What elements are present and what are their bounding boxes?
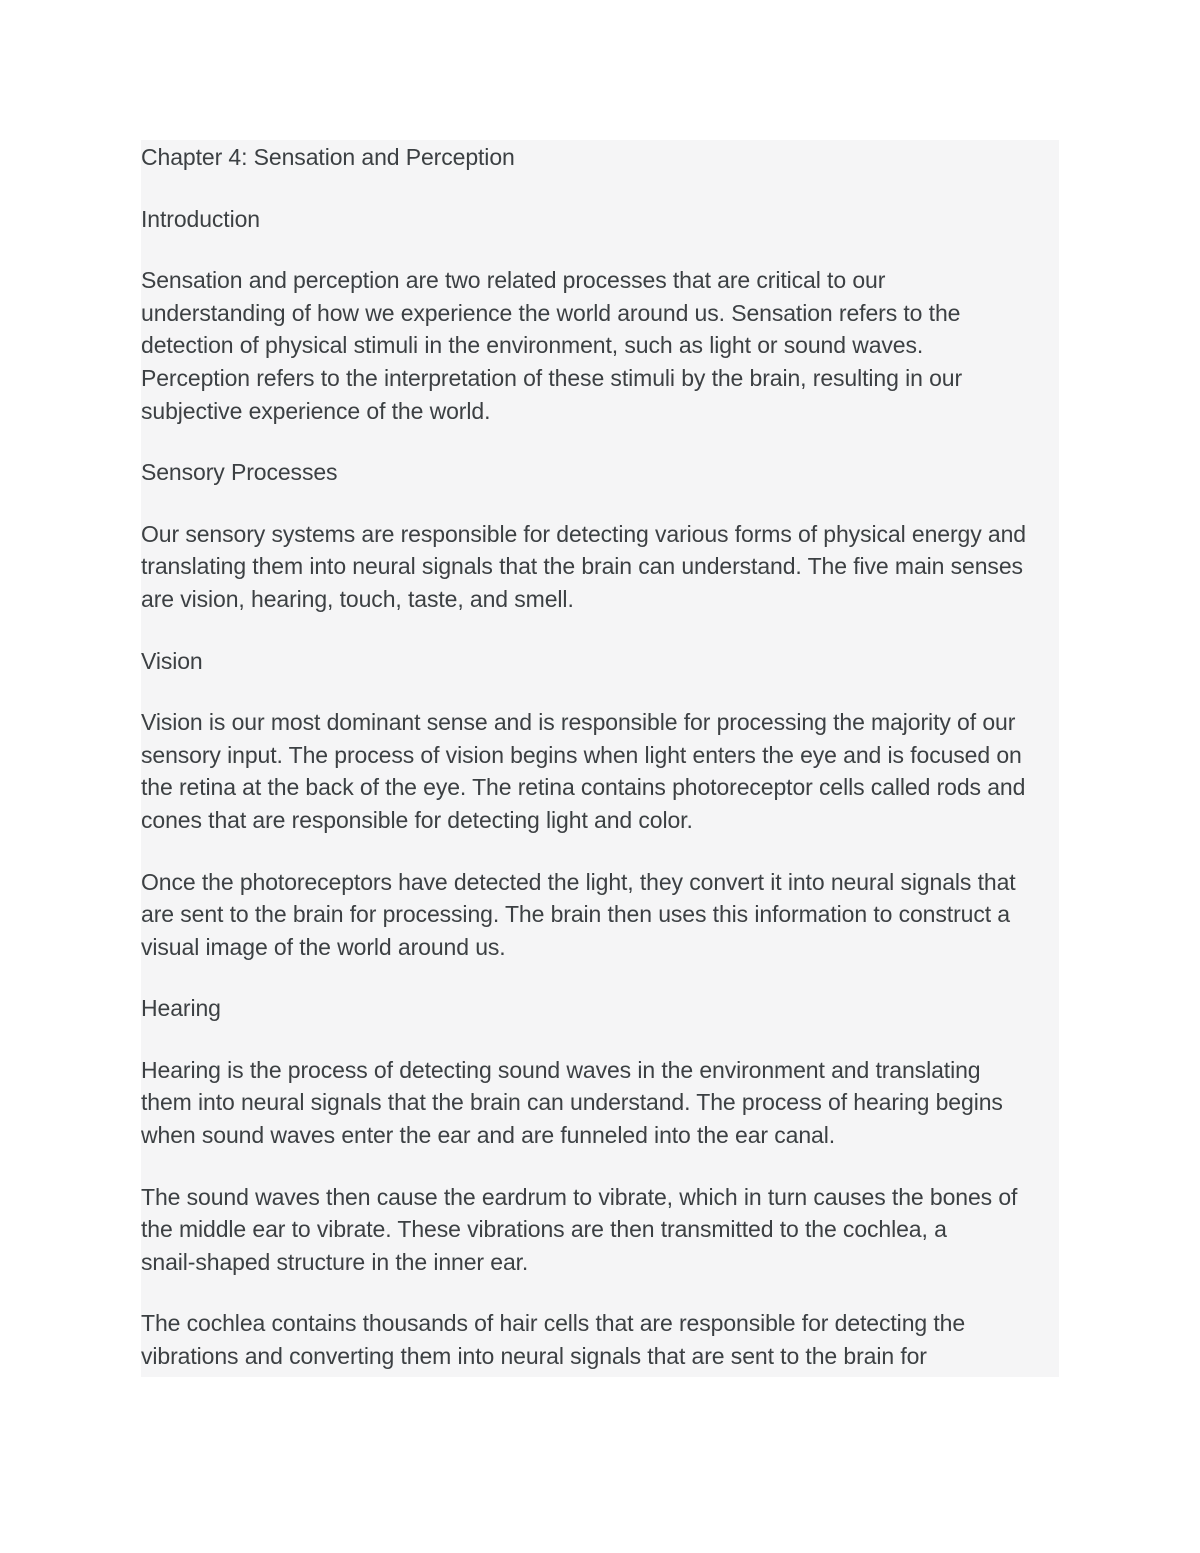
document-title: Chapter 4: Sensation and Perception — [141, 144, 515, 170]
paragraph-hearing-1 — [141, 1054, 1059, 1152]
text-line: the retina at the back of the eye. The retina contains photoreceptor cells called rods and — [141, 774, 1026, 801]
paragraph-vision-2 — [141, 866, 1059, 964]
text-line: Our sensory systems are responsible for detecting various forms of physical energy and — [141, 520, 1026, 547]
section-heading-hearing: Hearing — [141, 995, 221, 1022]
text-line: snail-shaped structure in the inner ear. — [141, 1248, 529, 1275]
text-line: The sound waves then cause the eardrum to vibrate, which in turn causes the bones of — [141, 1183, 1018, 1210]
text-line: Hearing is the process of detecting sound waves in the environment and translating — [141, 1056, 981, 1083]
text-line: them into neural signals that the brain can understand. The process of hearing begins — [141, 1089, 1003, 1116]
text-line: the middle ear to vibrate. These vibrations are then transmitted to the cochlea, a — [141, 1216, 947, 1243]
document-content — [141, 140, 1059, 1377]
text-line: cones that are responsible for detecting light and color. — [141, 806, 693, 833]
text-line: Vision is our most dominant sense and is responsible for processing the majority of our — [141, 709, 1016, 736]
text-line: Sensation and perception are two related processes that are critical to our — [141, 267, 886, 294]
text-line: when sound waves enter the ear and are funneled into the ear canal. — [141, 1122, 836, 1149]
paragraph-vision-1 — [141, 706, 1059, 836]
section-heading-vision: Vision — [141, 647, 203, 674]
text-line: understanding of how we experience the world around us. Sensation refers to the — [141, 299, 961, 326]
text-line: Perception refers to the interpretation of these stimuli by the brain, resulting in our — [141, 364, 963, 391]
text-line: subjective experience of the world. — [141, 397, 491, 424]
section-heading-sensory-processes: Sensory Processes — [141, 459, 338, 486]
paragraph-introduction — [141, 264, 1059, 427]
text-line: vibrations and converting them into neural signals that are sent to the brain for — [141, 1343, 927, 1370]
text-line: Once the photoreceptors have detected the light, they convert it into neural signals that — [141, 868, 1016, 895]
text-line: sensory input. The process of vision begins when light enters the eye and is focused on — [141, 741, 1022, 768]
section-heading-introduction: Introduction — [141, 205, 260, 232]
text-line: visual image of the world around us. — [141, 933, 506, 960]
paragraph-sensory-processes — [141, 518, 1059, 616]
text-line: are vision, hearing, touch, taste, and smell. — [141, 585, 574, 612]
text-line: The cochlea contains thousands of hair cells that are responsible for detecting the — [141, 1310, 966, 1337]
text-line: detection of physical stimuli in the environment, such as light or sound waves. — [141, 332, 924, 359]
paragraph-hearing-2 — [141, 1181, 1059, 1279]
text-line: translating them into neural signals that the brain can understand. The five main senses — [141, 553, 1023, 580]
paragraph-hearing-3 — [141, 1307, 1059, 1372]
text-line: are sent to the brain for processing. The brain then uses this information to construct a — [141, 901, 1010, 928]
